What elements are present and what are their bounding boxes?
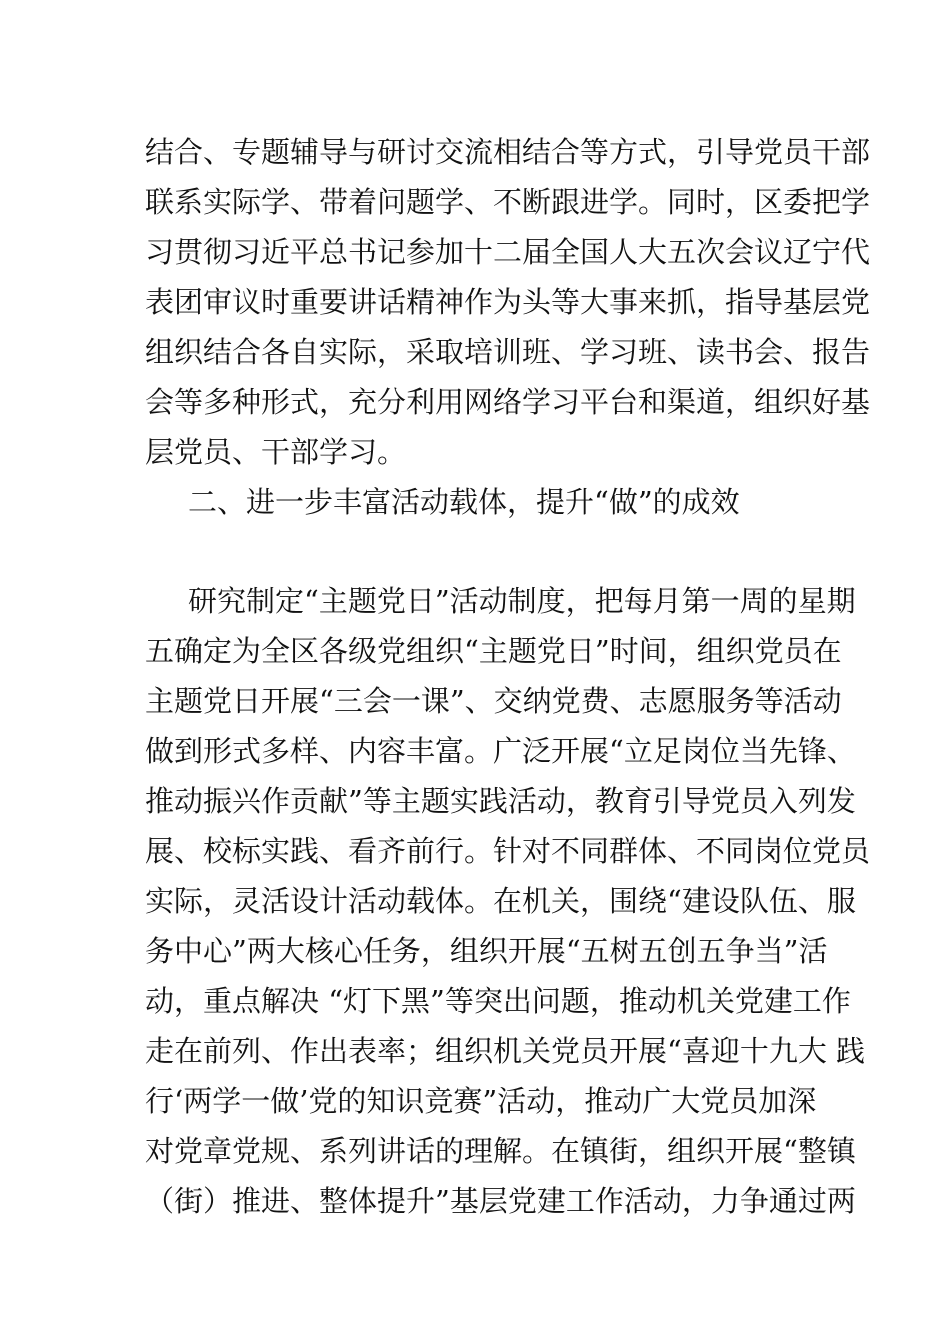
paragraph-1-line-3: 习贯彻习近平总书记参加十二届全国人大五次会议辽宁代 <box>145 235 871 269</box>
paragraph-2-line-2: 五确定为全区各级党组织“主题党日”时间，组织党员在 <box>145 634 842 668</box>
paragraph-1-line-5: 组织结合各自实际，采取培训班、学习班、读书会、报告 <box>145 335 871 369</box>
paragraph-2-line-8: 务中心”两大核心任务，组织开展“五树五创五争当”活 <box>145 934 828 968</box>
paragraph-2-line-7: 实际，灵活设计活动载体。在机关，围绕“建设队伍、服 <box>145 884 856 918</box>
paragraph-2-line-5: 推动振兴作贡献”等主题实践活动，教育引导党员入列发 <box>145 784 856 818</box>
paragraph-1-line-6: 会等多种形式，充分利用网络学习平台和渠道，组织好基 <box>145 385 871 419</box>
paragraph-2-line-3: 主题党日开展“三会一课”、交纳党费、志愿服务等活动 <box>145 684 842 718</box>
paragraph-1-line-4: 表团审议时重要讲话精神作为头等大事来抓，指导基层党 <box>145 285 871 319</box>
paragraph-2-line-1: 研究制定“主题党日”活动制度，把每月第一周的星期 <box>188 584 856 618</box>
paragraph-1-line-7: 层党员、干部学习。 <box>145 435 407 469</box>
paragraph-1-line-2: 联系实际学、带着问题学、不断跟进学。同时，区委把学 <box>145 185 871 219</box>
paragraph-2-line-10: 走在前列、作出表率；组织机关党员开展“喜迎十九大 践 <box>145 1034 866 1068</box>
paragraph-2-line-9: 动，重点解决 “灯下黑”等突出问题，推动机关党建工作 <box>145 984 851 1018</box>
paragraph-2-line-11: 行‘两学一做’党的知识竞赛”活动，推动广大党员加深 <box>145 1084 817 1118</box>
paragraph-2-line-6: 展、校标实践、看齐前行。针对不同群体、不同岗位党员 <box>145 834 871 868</box>
paragraph-2-line-13: （街）推进、整体提升”基层党建工作活动，力争通过两 <box>145 1184 856 1218</box>
section-heading: 二、进一步丰富活动载体，提升“做”的成效 <box>188 485 740 519</box>
paragraph-2-line-4: 做到形式多样、内容丰富。广泛开展“立足岗位当先锋、 <box>145 734 856 768</box>
paragraph-2-line-12: 对党章党规、系列讲话的理解。在镇街，组织开展“整镇 <box>145 1134 856 1168</box>
paragraph-1-line-1: 结合、专题辅导与研讨交流相结合等方式，引导党员干部 <box>145 135 871 169</box>
